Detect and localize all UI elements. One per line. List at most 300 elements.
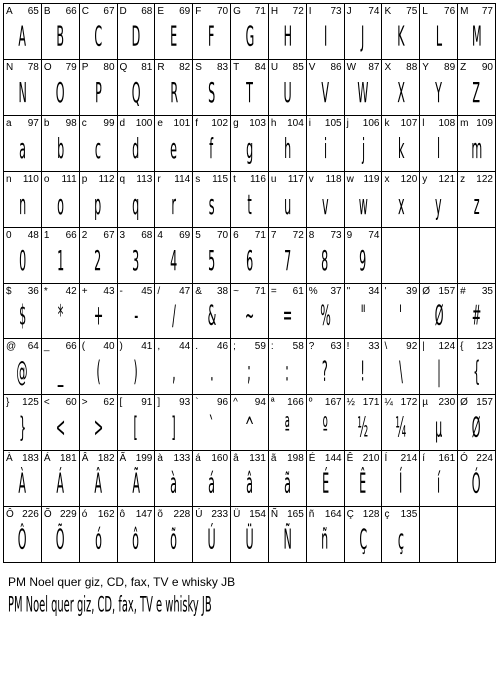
- cell-label: [347, 397, 380, 409]
- cell-label: [157, 397, 190, 409]
- char-label: À: [6, 453, 13, 465]
- char-label: v: [308, 173, 314, 185]
- cell-label: [120, 341, 153, 353]
- glyph-cell: [118, 228, 156, 284]
- glyph-cell: [420, 284, 458, 340]
- glyph-cell: [193, 116, 231, 172]
- glyph-char: a: [19, 132, 26, 166]
- glyph-char: m: [471, 132, 482, 166]
- char-label: ó: [81, 509, 88, 521]
- glyph-cell: [80, 507, 118, 563]
- char-label: N: [6, 61, 14, 73]
- char-label: Õ: [43, 509, 52, 521]
- cell-label: [309, 509, 342, 521]
- glyph-sample: [420, 299, 457, 337]
- glyph-cell: [269, 116, 307, 172]
- glyph-char: e: [170, 132, 178, 166]
- empty-cell: [382, 228, 420, 284]
- char-label: 0: [6, 229, 12, 241]
- glyph-cell: [307, 395, 345, 451]
- glyph-sample: [193, 466, 230, 504]
- glyph-cell: [155, 284, 193, 340]
- glyph-char: ?: [322, 356, 329, 389]
- glyph-char: i: [323, 132, 327, 166]
- glyph-sample: [307, 522, 344, 560]
- cell-label: [309, 62, 342, 74]
- glyph-char: J: [361, 20, 365, 54]
- char-code: 110: [22, 173, 39, 185]
- glyph-sample: [458, 354, 495, 392]
- cell-label: [309, 341, 342, 353]
- glyph-sample: [345, 354, 382, 392]
- char-code: 74: [368, 6, 380, 17]
- char-code: 69: [179, 229, 191, 241]
- char-label: Ú: [195, 509, 203, 521]
- glyph-char: Ê: [359, 468, 367, 501]
- char-label: µ: [422, 397, 429, 409]
- char-label: ½: [346, 397, 355, 409]
- glyph-cell: [193, 507, 231, 563]
- glyph-cell: [193, 284, 231, 340]
- char-label: i: [308, 117, 311, 129]
- cell-label: [233, 341, 266, 353]
- char-code: 198: [287, 453, 304, 465]
- char-label: w: [346, 173, 354, 185]
- char-label: ]: [157, 397, 161, 409]
- char-code: 120: [400, 173, 418, 185]
- sample-text-font: [8, 592, 317, 616]
- glyph-sample: [118, 354, 155, 392]
- glyph-char: h: [283, 132, 291, 166]
- char-code: 171: [362, 397, 380, 409]
- glyph-sample: [269, 466, 306, 504]
- glyph-cell: [4, 339, 42, 395]
- glyph-cell: [155, 60, 193, 116]
- char-label: {: [460, 341, 464, 353]
- cell-label: [233, 230, 266, 242]
- glyph-char: q: [132, 188, 140, 222]
- cell-label: [422, 397, 455, 409]
- glyph-char: _: [57, 356, 64, 389]
- char-label: K: [384, 6, 392, 17]
- char-label: B: [43, 6, 51, 17]
- sample-text-plain: PM Noel quer giz, CD, fax, TV e whisky JB: [8, 575, 236, 589]
- char-code: 157: [438, 285, 456, 297]
- glyph-char: :: [285, 356, 290, 389]
- char-code: 97: [27, 117, 39, 129]
- char-label: ): [119, 341, 123, 353]
- glyph-cell: [80, 395, 118, 451]
- char-label: T: [233, 61, 240, 73]
- char-code: 77: [481, 6, 493, 17]
- glyph-sample: [193, 131, 230, 169]
- char-code: 75: [406, 6, 418, 17]
- char-label: f: [195, 117, 198, 129]
- cell-label: [309, 230, 342, 242]
- glyph-cell: [80, 284, 118, 340]
- char-code: 81: [141, 61, 153, 73]
- glyph-sample: [420, 187, 457, 225]
- glyph-sample: [42, 522, 79, 560]
- glyph-sample: [80, 354, 117, 392]
- glyph-char: t: [247, 188, 252, 222]
- glyph-char: õ: [170, 523, 178, 557]
- glyph-char: 3: [132, 244, 140, 278]
- glyph-sample: [458, 75, 495, 113]
- char-label: X: [384, 61, 392, 73]
- glyph-sample: [231, 410, 268, 448]
- cell-label: [233, 174, 266, 186]
- cell-label: [82, 174, 115, 186]
- glyph-cell: [231, 339, 269, 395]
- glyph-cell: [382, 116, 420, 172]
- glyph-char: <: [55, 412, 65, 445]
- glyph-sample: [307, 75, 344, 113]
- char-label: 8: [308, 229, 315, 241]
- char-code: 165: [287, 509, 304, 521]
- cell-label: [309, 118, 342, 130]
- char-code: 73: [330, 229, 342, 241]
- glyph-cell: [307, 284, 345, 340]
- char-code: 230: [438, 397, 456, 409]
- char-label: |: [422, 341, 425, 353]
- glyph-sample: [80, 19, 117, 57]
- glyph-char: à: [170, 468, 178, 501]
- char-label: H: [270, 6, 279, 17]
- glyph-char: g: [245, 132, 254, 166]
- glyph-sample: [80, 466, 117, 504]
- glyph-cell: [269, 4, 307, 60]
- glyph-char: ;: [247, 356, 252, 389]
- glyph-cell: [231, 284, 269, 340]
- glyph-cell: [382, 395, 420, 451]
- char-code: 162: [97, 509, 115, 521]
- char-label: É: [308, 453, 316, 465]
- glyph-char: r: [171, 188, 177, 222]
- glyph-cell: [231, 228, 269, 284]
- glyph-char: \: [398, 356, 403, 389]
- glyph-sample: [118, 19, 155, 57]
- char-label: ã: [270, 453, 277, 465]
- cell-label: [233, 62, 266, 74]
- glyph-cell: [155, 395, 193, 451]
- char-label: ^: [233, 397, 238, 409]
- glyph-char: Ô: [18, 523, 27, 557]
- cell-label: [195, 341, 228, 353]
- char-label: á: [195, 453, 201, 465]
- glyph-char: â: [246, 468, 253, 501]
- cell-label: [384, 286, 417, 298]
- glyph-sample: [307, 354, 344, 392]
- glyph-sample: [42, 243, 79, 281]
- char-label: D: [119, 6, 127, 17]
- cell-label: [157, 118, 190, 130]
- glyph-cell: [118, 60, 156, 116]
- glyph-sample: [193, 354, 230, 392]
- char-label: Q: [119, 61, 128, 73]
- cell-label: [44, 397, 77, 409]
- glyph-cell: [269, 284, 307, 340]
- char-code: 228: [173, 509, 191, 521]
- glyph-cell: [382, 172, 420, 228]
- glyph-sample: [42, 299, 79, 337]
- char-label: >: [81, 397, 88, 409]
- char-label: ñ: [308, 509, 315, 521]
- glyph-char: #: [471, 300, 482, 333]
- cell-label: [422, 118, 455, 130]
- glyph-sample: [80, 131, 117, 169]
- char-code: 116: [249, 173, 266, 185]
- glyph-char: >: [93, 412, 103, 445]
- char-code: 68: [141, 6, 153, 17]
- glyph-char: v: [321, 188, 329, 222]
- cell-label: [120, 174, 153, 186]
- glyph-cell: [193, 228, 231, 284]
- glyph-cell: [155, 339, 193, 395]
- glyph-char: À: [18, 468, 27, 501]
- glyph-sample: [420, 354, 457, 392]
- cell-label: [384, 118, 417, 130]
- cell-label: [82, 62, 115, 74]
- cell-label: [271, 341, 304, 353]
- char-label: S: [195, 61, 202, 73]
- glyph-sample: [155, 243, 192, 281]
- cell-label: [44, 286, 77, 298]
- cell-label: [82, 341, 115, 353]
- char-code: 39: [406, 285, 418, 297]
- char-label: _: [43, 341, 50, 353]
- cell-label: [195, 453, 228, 465]
- cell-label: [157, 62, 190, 74]
- char-code: 119: [363, 173, 380, 185]
- char-code: 87: [368, 61, 380, 73]
- glyph-cell: [269, 172, 307, 228]
- cell-label: [384, 6, 417, 18]
- char-label: ç: [384, 509, 390, 521]
- glyph-cell: [155, 172, 193, 228]
- glyph-char: µ: [435, 412, 443, 445]
- char-label: í: [422, 453, 426, 465]
- glyph-cell: [42, 116, 80, 172]
- char-label: 5: [195, 229, 201, 241]
- glyph-char: Ç: [359, 523, 367, 557]
- glyph-char: ^: [244, 412, 255, 445]
- glyph-char: !: [360, 356, 366, 389]
- glyph-char: C: [94, 20, 103, 54]
- char-code: 107: [400, 117, 418, 129]
- char-label: %: [308, 285, 318, 297]
- char-label: 2: [81, 229, 88, 241]
- glyph-sample: [42, 19, 79, 57]
- glyph-sample: [193, 243, 230, 281]
- glyph-sample: [458, 299, 495, 337]
- glyph-char: ): [133, 356, 139, 389]
- cell-label: [120, 230, 153, 242]
- cell-label: [120, 509, 153, 521]
- cell-label: [120, 118, 153, 130]
- glyph-char: E: [170, 20, 178, 54]
- glyph-cell: [307, 451, 345, 507]
- glyph-cell: [458, 172, 496, 228]
- char-code: 34: [368, 285, 380, 297]
- glyph-sample: [345, 243, 382, 281]
- char-label: Â: [81, 453, 89, 465]
- glyph-cell: [458, 116, 496, 172]
- char-code: 96: [216, 397, 229, 409]
- glyph-cell: [307, 507, 345, 563]
- char-label: ô: [119, 509, 126, 521]
- glyph-char: [: [133, 412, 139, 445]
- glyph-char: L: [435, 20, 442, 54]
- glyph-sample: [382, 299, 419, 337]
- char-code: 67: [103, 6, 115, 17]
- glyph-sample: [231, 131, 268, 169]
- glyph-sample: [42, 187, 79, 225]
- glyph-sample: [458, 466, 495, 504]
- glyph-char: w: [358, 188, 368, 222]
- char-label: Ç: [346, 509, 354, 521]
- glyph-sample: [231, 243, 268, 281]
- cell-label: [460, 397, 493, 409]
- glyph-cell: [4, 395, 42, 451]
- glyph-sample: [458, 19, 495, 57]
- glyph-cell: [345, 228, 383, 284]
- glyph-char: k: [397, 132, 405, 166]
- char-code: 167: [324, 397, 342, 409]
- char-code: 128: [362, 509, 380, 521]
- glyph-cell: [4, 451, 42, 507]
- char-label: Ã: [119, 453, 127, 465]
- glyph-sample: [155, 75, 192, 113]
- cell-label: [120, 62, 153, 74]
- char-code: 45: [141, 285, 153, 297]
- glyph-char: Z: [472, 76, 481, 110]
- char-label: <: [43, 397, 50, 409]
- cell-label: [422, 62, 455, 74]
- char-code: 122: [476, 173, 493, 185]
- glyph-sample: [4, 410, 41, 448]
- cell-label: [422, 341, 455, 353]
- cell-label: [44, 62, 77, 74]
- glyph-cell: [382, 339, 420, 395]
- glyph-cell: [118, 339, 156, 395]
- cell-label: [309, 6, 342, 18]
- char-label: h: [270, 117, 277, 129]
- glyph-sample: [80, 522, 117, 560]
- char-code: 103: [249, 117, 266, 129]
- char-label: (: [81, 341, 86, 353]
- glyph-char: Q: [131, 76, 141, 110]
- glyph-sample: [269, 243, 306, 281]
- char-code: 89: [444, 61, 456, 73]
- glyph-sample: [307, 466, 344, 504]
- glyph-sample: [345, 19, 382, 57]
- char-label: ?: [308, 341, 315, 353]
- char-code: 84: [254, 61, 266, 73]
- cell-label: [347, 118, 380, 130]
- glyph-char: z: [473, 188, 480, 222]
- cell-label: [460, 341, 493, 353]
- glyph-char: c: [95, 132, 102, 166]
- glyph-sample: [345, 522, 382, 560]
- char-label: Y: [422, 61, 429, 73]
- char-label: G: [233, 6, 241, 17]
- glyph-cell: [345, 4, 383, 60]
- char-label: s: [195, 173, 201, 185]
- glyph-sample: [193, 187, 230, 225]
- cell-label: [157, 286, 190, 298]
- glyph-char: *: [57, 300, 64, 333]
- char-code: 121: [438, 173, 456, 185]
- glyph-char: ': [399, 300, 403, 333]
- glyph-char: u: [283, 188, 291, 222]
- glyph-sample: [382, 354, 419, 392]
- glyph-cell: [269, 451, 307, 507]
- char-label: U: [270, 61, 279, 73]
- glyph-char: ñ: [321, 523, 329, 557]
- glyph-char: í: [437, 468, 441, 501]
- char-label: }: [6, 397, 10, 409]
- glyph-cell: [231, 172, 269, 228]
- cell-label: [422, 6, 455, 18]
- glyph-cell: [420, 451, 458, 507]
- glyph-sample: [4, 131, 41, 169]
- char-code: 67: [103, 229, 115, 241]
- glyph-cell: [420, 339, 458, 395]
- glyph-cell: [80, 60, 118, 116]
- glyph-sample: [155, 187, 192, 225]
- char-code: 161: [438, 453, 456, 465]
- glyph-char: Ü: [245, 523, 254, 557]
- glyph-sample: [420, 131, 457, 169]
- glyph-sample: [155, 410, 192, 448]
- cell-label: [6, 341, 39, 353]
- cell-label: [309, 453, 342, 465]
- glyph-char: 6: [245, 244, 254, 278]
- glyph-char: {: [473, 356, 481, 389]
- glyph-sample: [458, 131, 495, 169]
- char-code: 72: [292, 229, 304, 241]
- char-label: ": [346, 285, 351, 297]
- glyph-char: +: [93, 300, 103, 333]
- glyph-cell: [420, 116, 458, 172]
- glyph-cell: [118, 4, 156, 60]
- glyph-char: A: [18, 20, 27, 54]
- glyph-char: ]: [171, 412, 176, 445]
- cell-label: [271, 397, 304, 409]
- glyph-sample: [155, 299, 192, 337]
- glyph-sample: [307, 299, 344, 337]
- glyph-char: T: [246, 76, 253, 110]
- char-code: 100: [135, 117, 153, 129]
- glyph-sample: [382, 19, 419, 57]
- cell-label: [157, 230, 190, 242]
- glyph-cell: [42, 395, 80, 451]
- glyph-sample: [80, 75, 117, 113]
- glyph-cell: [269, 60, 307, 116]
- char-label: 4: [157, 229, 163, 241]
- glyph-sample: [118, 299, 155, 337]
- glyph-char: ,: [172, 356, 176, 389]
- cell-label: [384, 453, 417, 465]
- char-code: 182: [97, 453, 115, 465]
- glyph-sample: [80, 187, 117, 225]
- char-label: =: [270, 285, 277, 297]
- glyph-char: j: [361, 132, 365, 166]
- glyph-sample: [155, 354, 192, 392]
- glyph-sample: [155, 131, 192, 169]
- cell-label: [271, 118, 304, 130]
